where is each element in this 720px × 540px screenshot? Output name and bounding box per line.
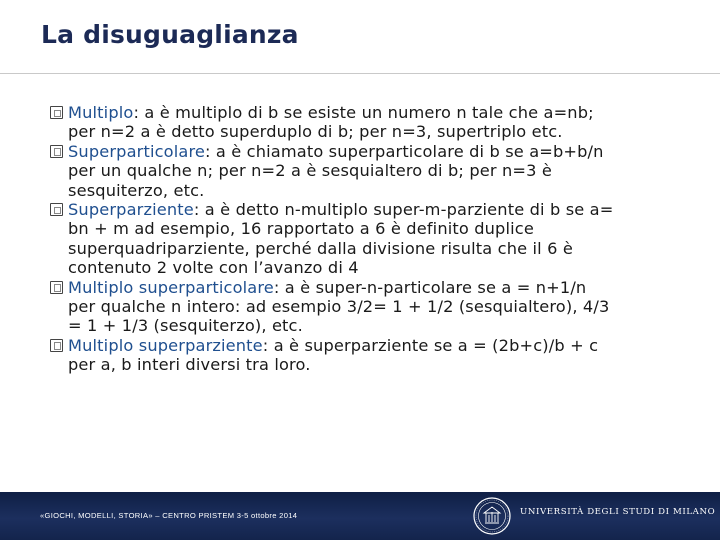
list-item: [50, 278, 680, 336]
item-line: per un qualche n; per n=2 a è sesquialtero di b; per n=3 è: [68, 161, 552, 181]
item-line: bn + m ad esempio, 16 rapportato a 6 è definito duplice: [68, 219, 534, 239]
university-name: UNIVERSITÀ DEGLI STUDI DI MILANO: [520, 507, 716, 517]
footer-bar: [0, 492, 720, 540]
term-label: Superparticolare: [68, 141, 205, 161]
bullet-icon: [50, 339, 63, 352]
item-line: per n=2 a è detto superduplo di b; per n=3, supertriplo etc.: [68, 122, 563, 142]
list-item: [50, 336, 680, 375]
university-seal-icon: [472, 496, 512, 536]
item-line: per a, b interi diversi tra loro.: [68, 355, 311, 375]
item-line: = 1 + 1/3 (sesquiterzo), etc.: [68, 316, 303, 336]
term-label: Multiplo superparticolare: [68, 277, 274, 297]
term-label: Multiplo: [68, 103, 134, 122]
item-line: sesquiterzo, etc.: [68, 180, 205, 200]
list-item: [50, 103, 680, 142]
item-line: contenuto 2 volte con l’avanzo di 4: [68, 258, 359, 278]
item-line: : a è chiamato superparticolare di b se a=b+b/n: [205, 141, 604, 161]
bullet-icon: [50, 203, 63, 216]
list-item: [50, 142, 680, 200]
slide-title: La disuguaglianza: [41, 20, 299, 49]
item-line: : a è super-n-particolare se a = n+1/n: [273, 277, 587, 297]
item-line: per qualche n intero: ad esempio 3/2= 1 + 1/2 (sesquialtero), 4/3: [68, 297, 610, 317]
title-divider: [0, 73, 720, 74]
item-line: : a è superparziente se a = (2b+c)/b + c: [262, 335, 599, 355]
term-label: Multiplo superparziente: [68, 335, 263, 355]
item-line: superquadriparziente, perché dalla divisione risulta che il 6 è: [68, 238, 573, 258]
bullet-icon: [50, 106, 63, 119]
bullet-icon: [50, 281, 63, 294]
slide-content: [50, 103, 680, 375]
list-item: [50, 200, 680, 278]
footer-event-text: «GIOCHI, MODELLI, STORIA» – CENTRO PRISTEM 3-5 ottobre 2014: [40, 511, 298, 520]
item-line: : a è multiplo di b se esiste un numero n tale che a=nb;: [133, 103, 594, 122]
bullet-icon: [50, 145, 63, 158]
term-label: Superparziente: [68, 200, 194, 220]
item-line: : a è detto n-multiplo super-m-parziente di b se a=: [193, 200, 614, 220]
